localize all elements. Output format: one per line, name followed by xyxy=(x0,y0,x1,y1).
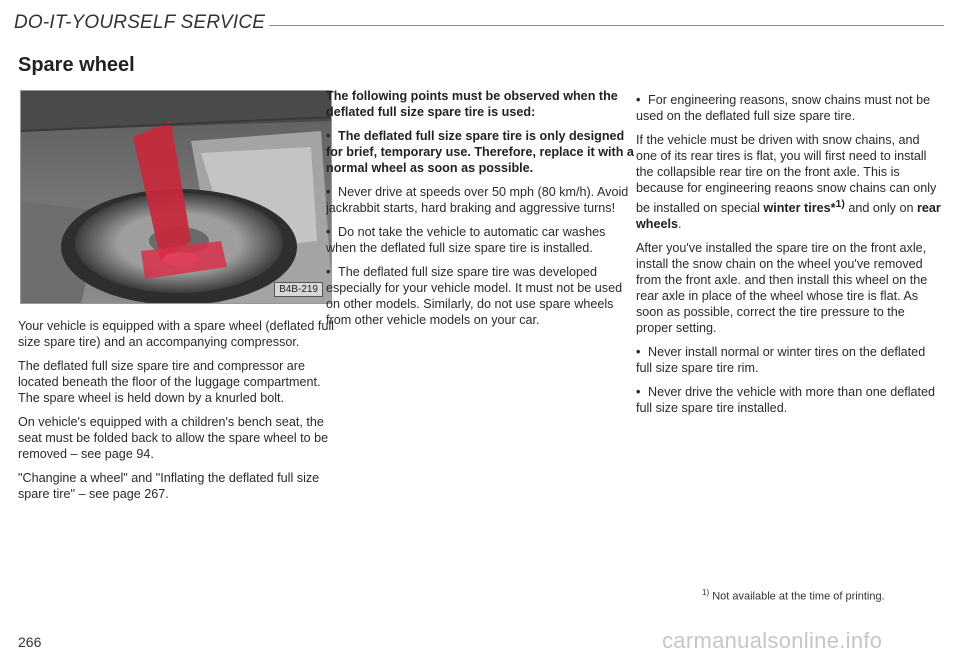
bullet-icon: • xyxy=(636,385,641,400)
bullet-rim xyxy=(636,344,942,376)
rear-wheels-bold: rear wheels xyxy=(636,201,941,232)
paragraph-reference: "Changine a wheel" and "Inflating the deflated full size spare tire" – see page 267. xyxy=(18,471,320,501)
bullet-icon: • xyxy=(636,345,641,360)
bullet-model-text: The deflated full size spare tire was developed especially for your vehicle model. It must not be used on other models. Similarly, do not use spare wheels from other vehicle models on your car. xyxy=(326,265,623,327)
bullet-car-wash-text: Do not take the vehicle to automatic car washes when the deflated full size spare tire is installed. xyxy=(326,225,606,255)
page-number: 266 xyxy=(18,634,42,650)
bullet-temporary-text: The deflated full size spare tire is only designed for brief, temporary use. Therefore, replace it with a normal wheel as soon as possible. xyxy=(326,129,634,175)
bullet-more-than-one xyxy=(636,384,942,416)
paragraph-winter-tires xyxy=(636,132,942,232)
header-rule xyxy=(269,25,944,26)
footnote-ref: 1) xyxy=(835,198,845,210)
bullet-icon: • xyxy=(326,185,331,199)
footnote-marker: 1) xyxy=(702,588,710,597)
winter-tires-text-1: If the vehicle must be driven with snow chains, and one of its rear tires is flat, you will first need to install the collapsible rear tire on the front axle. This is because for engineering reaons snow chains can only be installed on special xyxy=(636,133,937,216)
column-right xyxy=(636,92,942,424)
bullet-rim-text: Never install normal or winter tires on the deflated full size spare tire rim. xyxy=(636,345,926,376)
bullet-more-than-one-text: Never drive the vehicle with more than one deflated full size spare tire installed. xyxy=(636,385,936,416)
paragraph-bench-seat: On vehicle's equipped with a children's bench seat, the seat must be folded back to allow the spare wheel to be removed – see page 94. xyxy=(18,415,329,461)
section-title: Spare wheel xyxy=(18,54,135,76)
bullet-snow-chains xyxy=(636,92,942,124)
bullet-temporary xyxy=(326,128,636,176)
spare-wheel-photo xyxy=(20,90,332,304)
footnote-text: Not available at the time of printing. xyxy=(712,590,885,603)
bullet-icon: • xyxy=(326,129,331,143)
footnote xyxy=(702,588,885,603)
paragraph-location: The deflated full size spare tire and compressor are located beneath the floor of the luggage compartment. The spare wheel is held down by a knurled bolt. xyxy=(18,359,321,405)
luggage-compartment-illustration xyxy=(21,91,332,304)
bullet-snow-chains-text: For engineering reasons, snow chains must not be used on the deflated full size spare tire. xyxy=(636,93,931,123)
winter-tires-text-end: . xyxy=(678,217,682,232)
bullet-speed xyxy=(326,184,636,216)
paragraph-installed: After you've installed the spare tire on the front axle, install the snow chain on the wheel you've removed from the front axle. and then install this wheel on the rear axle in place of the wheel whose tire is flat. As soon as possible, correct the tire pressure to the proper setting. xyxy=(636,241,928,336)
bullet-speed-text: Never drive at speeds over 50 mph (80 km/h). Avoid jackrabbit starts, hard braking and aggressive turns! xyxy=(326,185,629,215)
figure-code: B4B-219 xyxy=(274,282,323,297)
column-left xyxy=(18,318,334,510)
watermark: carmanualsonline.info xyxy=(662,628,883,653)
bullet-model xyxy=(326,264,636,328)
bullet-icon: • xyxy=(326,265,331,279)
winter-tires-text-2: and only on xyxy=(844,201,917,216)
column-middle xyxy=(326,88,636,336)
bullet-icon: • xyxy=(326,225,331,239)
heading-observe: The following points must be observed when the deflated full size spare tire is used: xyxy=(326,89,618,119)
header-title: DO-IT-YOURSELF SERVICE xyxy=(14,12,266,33)
winter-tires-bold: winter tires* xyxy=(763,201,836,216)
bullet-car-wash xyxy=(326,224,636,256)
page-header xyxy=(14,8,944,38)
paragraph-intro: Your vehicle is equipped with a spare wheel (deflated full size spare tire) and an accompanying compressor. xyxy=(18,319,334,349)
bullet-icon: • xyxy=(636,93,641,107)
